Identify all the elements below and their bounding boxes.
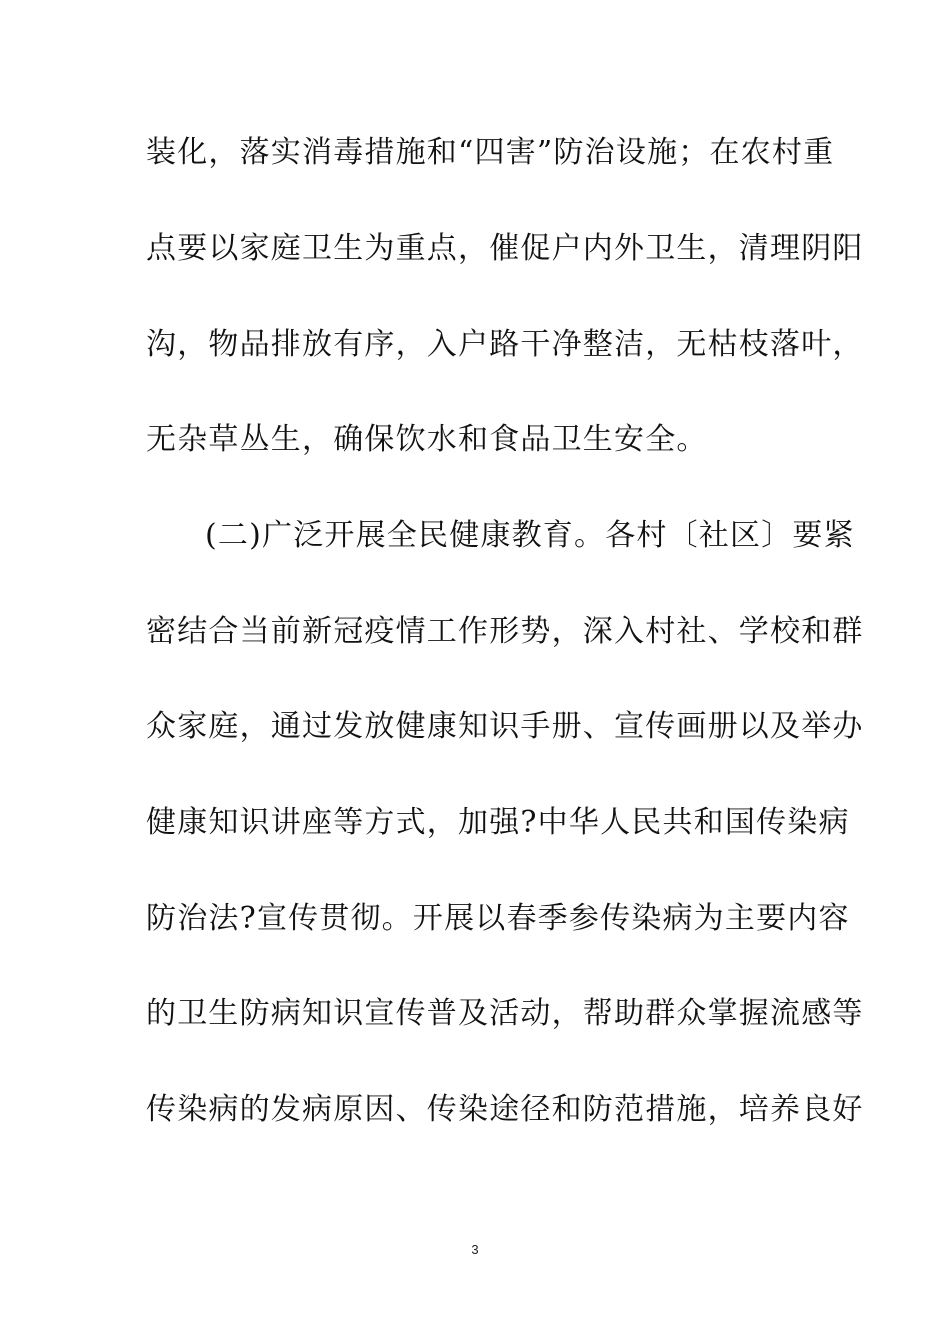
section-heading-line: (二)广泛开展全民健康教育。各村〔社区〕要紧 [205, 518, 855, 553]
body-text-line: 的卫生防病知识宣传普及活动，帮助群众掌握流感等 [146, 996, 864, 1031]
body-text-line: 无杂草丛生，确保饮水和食品卫生安全。 [146, 422, 708, 457]
body-text-line: 众家庭，通过发放健康知识手册、宣传画册以及举办 [146, 709, 864, 744]
body-text-line: 密结合当前新冠疫情工作形势，深入村社、学校和群 [146, 614, 864, 649]
body-text-line: 沟，物品排放有序，入户路干净整洁，无枯枝落叶， [146, 327, 864, 362]
body-text-line: 防治法?宣传贯彻。开展以春季参传染病为主要内容 [146, 901, 850, 936]
body-text-line: 点要以家庭卫生为重点，催促户内外卫生，清理阴阳 [146, 231, 864, 266]
body-text-line: 装化，落实消毒措施和“四害”防治设施；在农村重 [146, 135, 835, 170]
page-number: 3 [471, 1242, 479, 1257]
body-text-line: 传染病的发病原因、传染途径和防范措施，培养良好 [146, 1092, 864, 1127]
body-text-line: 健康知识讲座等方式，加强?中华人民共和国传染病 [146, 805, 850, 840]
